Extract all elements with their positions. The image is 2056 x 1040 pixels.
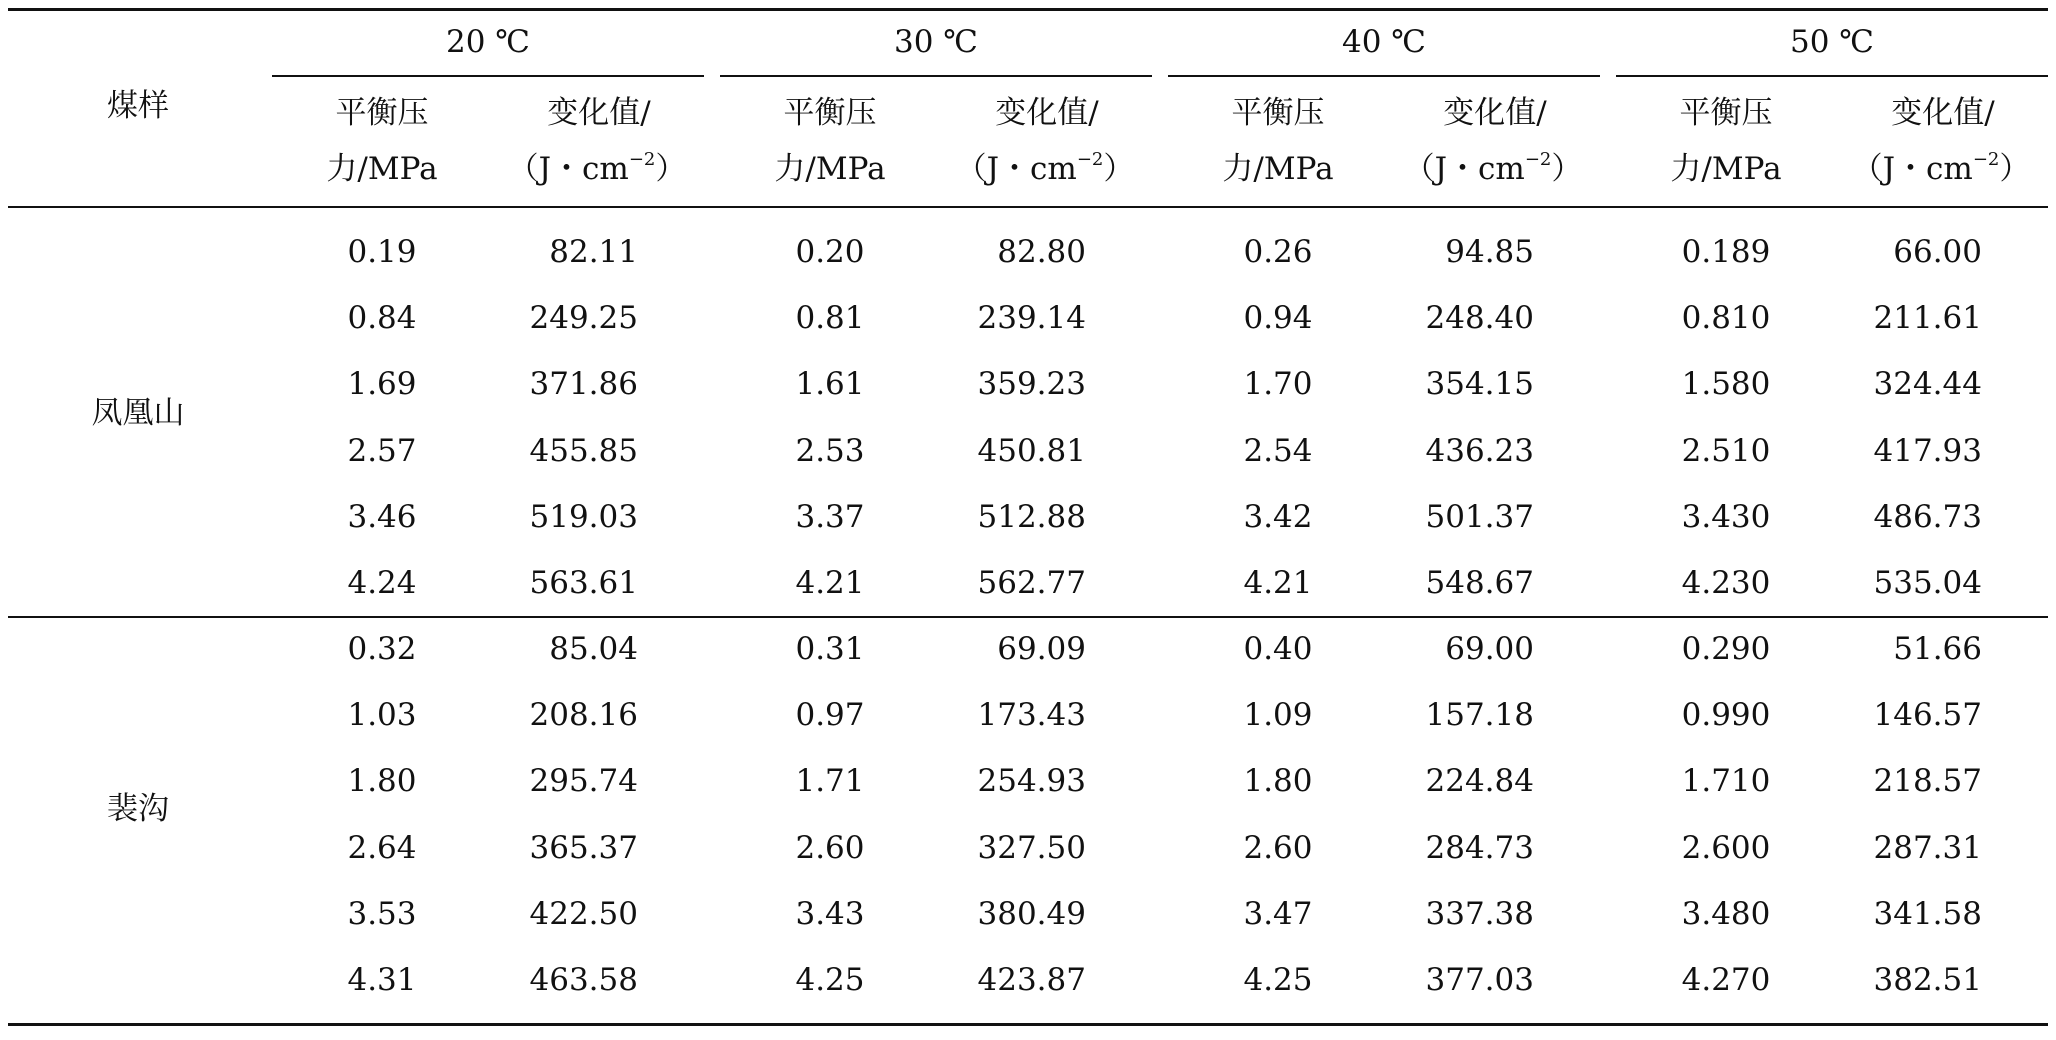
change-value-cell: 295.74: [529, 763, 638, 799]
pressure-cell: 0.990: [1681, 697, 1771, 733]
change-value-cell: 519.03: [529, 499, 638, 535]
pressure-cell: 0.810: [1681, 300, 1771, 336]
change-header-line1: 变化值/: [995, 95, 1099, 131]
group-divider-rule: [8, 616, 2048, 618]
change-unit-suffix: ）: [1103, 151, 1135, 187]
change-header-line1: 变化值/: [1891, 95, 1995, 131]
change-value-cell: 371.86: [529, 366, 638, 402]
change-value-cell: 486.73: [1873, 499, 1982, 535]
pressure-cell: 3.37: [795, 499, 865, 535]
pressure-cell: 0.94: [1243, 300, 1313, 336]
change-value-cell: 94.85: [1445, 234, 1534, 270]
pressure-cell: 2.60: [1243, 830, 1313, 866]
pressure-cell: 4.21: [795, 565, 865, 601]
change-value-cell: 563.61: [529, 565, 638, 601]
pressure-cell: 0.290: [1681, 631, 1771, 667]
pressure-cell: 2.60: [795, 830, 865, 866]
pressure-cell: 1.71: [795, 763, 865, 799]
pressure-cell: 4.21: [1243, 565, 1313, 601]
pressure-cell: 0.97: [795, 697, 865, 733]
pressure-cell: 3.47: [1243, 896, 1313, 932]
pressure-cell: 2.64: [347, 830, 417, 866]
pressure-cell: 3.53: [347, 896, 417, 932]
change-value-cell: 337.38: [1425, 896, 1534, 932]
temp-underline-30: [720, 75, 1152, 77]
change-value-cell: 224.84: [1425, 763, 1534, 799]
pressure-cell: 4.25: [1243, 962, 1313, 998]
change-value-cell: 455.85: [529, 433, 638, 469]
change-value-cell: 284.73: [1425, 830, 1534, 866]
pressure-cell: 4.230: [1681, 565, 1771, 601]
pressure-cell: 3.46: [347, 499, 417, 535]
temp-header-40: 40 ℃: [1342, 24, 1426, 60]
change-value-cell: 377.03: [1425, 962, 1534, 998]
change-value-cell: 173.43: [977, 697, 1086, 733]
change-value-cell: 422.50: [529, 896, 638, 932]
change-unit-prefix: （J・cm: [1851, 151, 1973, 187]
change-value-cell: 359.23: [977, 366, 1086, 402]
change-value-cell: 382.51: [1873, 962, 1982, 998]
temp-underline-40: [1168, 75, 1600, 77]
change-unit-suffix: ）: [1551, 151, 1583, 187]
pressure-cell: 3.43: [795, 896, 865, 932]
change-value-cell: 249.25: [529, 300, 638, 336]
change-value-cell: 254.93: [977, 763, 1086, 799]
pressure-header-line1: 平衡压: [335, 95, 429, 131]
change-unit-suffix: ）: [1999, 151, 2031, 187]
pressure-cell: 2.510: [1681, 433, 1771, 469]
change-value-cell: 82.80: [997, 234, 1086, 270]
pressure-header-line1: 平衡压: [1679, 95, 1773, 131]
change-value-cell: 380.49: [977, 896, 1086, 932]
change-value-cell: 157.18: [1425, 697, 1534, 733]
temp-header-50: 50 ℃: [1790, 24, 1874, 60]
pressure-cell: 1.80: [1243, 763, 1313, 799]
change-value-cell: 211.61: [1873, 300, 1982, 336]
change-header-line2: [930, 149, 1160, 189]
pressure-cell: 2.54: [1243, 433, 1313, 469]
change-value-cell: 365.37: [529, 830, 638, 866]
pressure-header-line2: 力/MPa: [1670, 151, 1782, 187]
pressure-cell: 2.53: [795, 433, 865, 469]
pressure-cell: 4.24: [347, 565, 417, 601]
pressure-cell: 0.84: [347, 300, 417, 336]
pressure-cell: 2.600: [1681, 830, 1771, 866]
pressure-header-line2: 力/MPa: [326, 151, 438, 187]
pressure-cell: 3.480: [1681, 896, 1771, 932]
change-value-cell: 248.40: [1425, 300, 1534, 336]
pressure-cell: 1.61: [795, 366, 865, 402]
change-unit-exponent: −2: [628, 149, 656, 170]
pressure-cell: 0.20: [795, 234, 865, 270]
temp-header-30: 30 ℃: [894, 24, 978, 60]
change-value-cell: 512.88: [977, 499, 1086, 535]
change-value-cell: 66.00: [1893, 234, 1982, 270]
change-value-cell: 51.66: [1893, 631, 1982, 667]
pressure-cell: 1.03: [347, 697, 417, 733]
pressure-cell: 4.25: [795, 962, 865, 998]
pressure-cell: 0.32: [347, 631, 417, 667]
temp-header-20: 20 ℃: [446, 24, 530, 60]
change-value-cell: 463.58: [529, 962, 638, 998]
change-value-cell: 354.15: [1425, 366, 1534, 402]
change-unit-prefix: （J・cm: [507, 151, 629, 187]
pressure-cell: 4.31: [347, 962, 417, 998]
pressure-header-line1: 平衡压: [783, 95, 877, 131]
change-value-cell: 535.04: [1873, 565, 1982, 601]
change-header-line2: [1826, 149, 2056, 189]
change-value-cell: 436.23: [1425, 433, 1534, 469]
sample-label-fenghuangshan: 凤凰山: [91, 395, 185, 431]
pressure-cell: 3.42: [1243, 499, 1313, 535]
change-value-cell: 417.93: [1873, 433, 1982, 469]
header-rule: [8, 206, 2048, 208]
pressure-cell: 3.430: [1681, 499, 1771, 535]
change-value-cell: 324.44: [1873, 366, 1982, 402]
change-header-line2: [482, 149, 712, 189]
change-value-cell: 82.11: [549, 234, 638, 270]
pressure-cell: 1.580: [1681, 366, 1771, 402]
pressure-cell: 1.710: [1681, 763, 1771, 799]
temp-underline-50: [1616, 75, 2048, 77]
change-unit-suffix: ）: [655, 151, 687, 187]
pressure-header-line1: 平衡压: [1231, 95, 1325, 131]
change-value-cell: 69.00: [1445, 631, 1534, 667]
pressure-cell: 0.19: [347, 234, 417, 270]
pressure-cell: 1.69: [347, 366, 417, 402]
temp-underline-20: [272, 75, 704, 77]
pressure-cell: 0.40: [1243, 631, 1313, 667]
pressure-cell: 1.09: [1243, 697, 1313, 733]
change-unit-exponent: −2: [1524, 149, 1552, 170]
change-value-cell: 69.09: [997, 631, 1086, 667]
change-value-cell: 562.77: [977, 565, 1086, 601]
change-value-cell: 239.14: [977, 300, 1086, 336]
change-value-cell: 287.31: [1873, 830, 1982, 866]
sample-label-peigou: 裴沟: [107, 791, 169, 827]
change-value-cell: 327.50: [977, 830, 1086, 866]
pressure-cell: 0.31: [795, 631, 865, 667]
pressure-header-line2: 力/MPa: [774, 151, 886, 187]
change-value-cell: 218.57: [1873, 763, 1982, 799]
change-header-line1: 变化值/: [547, 95, 651, 131]
change-value-cell: 146.57: [1873, 697, 1982, 733]
change-unit-exponent: −2: [1076, 149, 1104, 170]
pressure-cell: 0.81: [795, 300, 865, 336]
pressure-cell: 4.270: [1681, 962, 1771, 998]
change-value-cell: 85.04: [549, 631, 638, 667]
change-unit-exponent: −2: [1972, 149, 2000, 170]
pressure-cell: 0.26: [1243, 234, 1313, 270]
pressure-cell: 0.189: [1681, 234, 1771, 270]
top-rule: [8, 8, 2048, 11]
change-value-cell: 341.58: [1873, 896, 1982, 932]
change-value-cell: 548.67: [1425, 565, 1534, 601]
pressure-cell: 1.80: [347, 763, 417, 799]
pressure-cell: 2.57: [347, 433, 417, 469]
change-value-cell: 501.37: [1425, 499, 1534, 535]
change-unit-prefix: （J・cm: [955, 151, 1077, 187]
change-unit-prefix: （J・cm: [1403, 151, 1525, 187]
row-header-sample: 煤样: [107, 88, 169, 124]
change-value-cell: 450.81: [977, 433, 1086, 469]
change-value-cell: 208.16: [529, 697, 638, 733]
pressure-cell: 1.70: [1243, 366, 1313, 402]
pressure-header-line2: 力/MPa: [1222, 151, 1334, 187]
bottom-rule: [8, 1023, 2048, 1026]
change-value-cell: 423.87: [977, 962, 1086, 998]
change-header-line2: [1378, 149, 1608, 189]
change-header-line1: 变化值/: [1443, 95, 1547, 131]
